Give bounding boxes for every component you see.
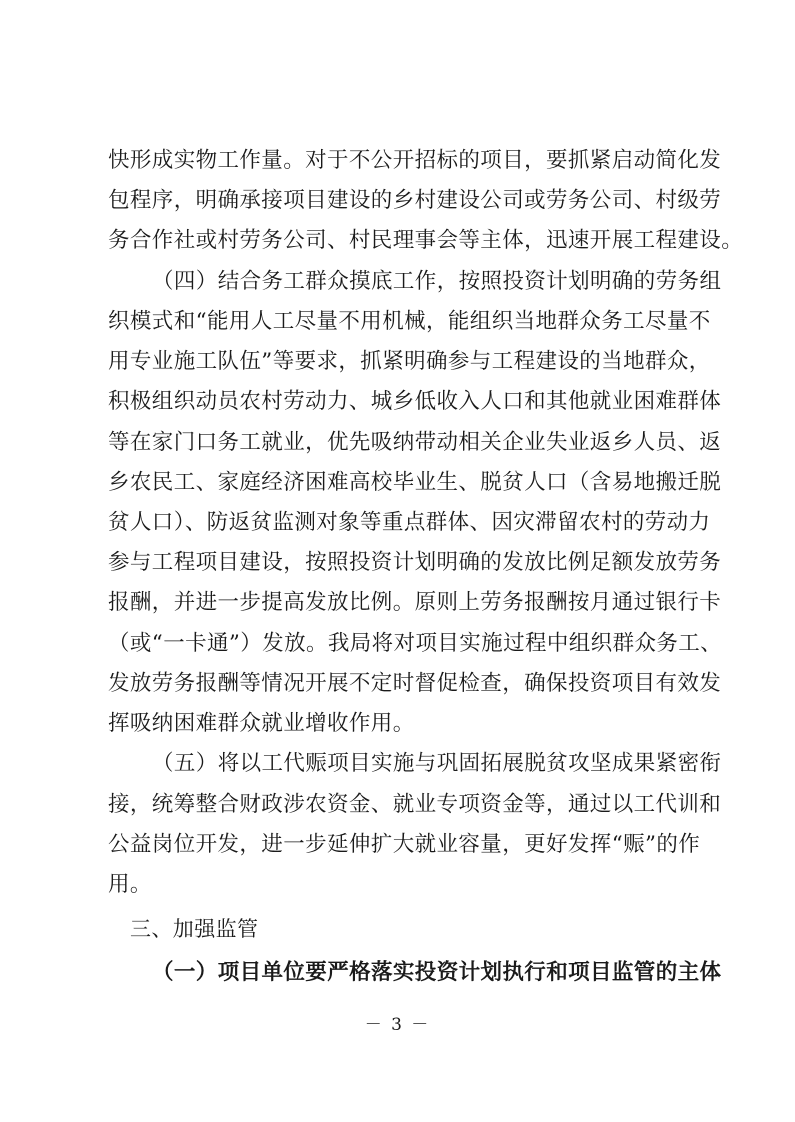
paragraph-line: 务合作社或村劳务公司、村民理事会等主体，迅速开展工程建设。 — [108, 228, 744, 253]
paragraph-line: 快形成实物工作量。对于不公开招标的项目，要抓紧启动简化发 — [108, 148, 722, 173]
paragraph-line: 挥吸纳困难群众就业增收作用。 — [108, 711, 415, 736]
paragraph-line: 乡农民工、家庭经济困难高校毕业生、脱贫人口（含易地搬迁脱 — [108, 470, 722, 495]
paragraph-line: （五）将以工代赈项目实施与巩固拓展脱贫攻坚成果紧密衔 — [152, 751, 722, 776]
subsection-heading: （一）项目单位要严格落实投资计划执行和项目监管的主体 — [152, 960, 722, 985]
paragraph-line: （或“一卡通”）发放。我局将对项目实施过程中组织群众务工、 — [108, 631, 723, 656]
paragraph-line: 贫人口）、防返贫监测对象等重点群体、因灾滞留农村的劳动力 — [108, 510, 711, 535]
paragraph-line: 积极组织动员农村劳动力、城乡低收入人口和其他就业困难群体 — [108, 389, 722, 414]
paragraph-line: 参与工程项目建设，按照投资计划明确的发放比例足额发放劳务 — [108, 550, 722, 575]
paragraph-line: 发放劳务报酬等情况开展不定时督促检查，确保投资项目有效发 — [108, 671, 722, 696]
paragraph-line: 报酬，并进一步提高发放比例。原则上劳务报酬按月通过银行卡 — [108, 590, 722, 615]
paragraph-line: 等在家门口务工就业，优先吸纳带动相关企业失业返乡人员、返 — [108, 430, 722, 455]
section-heading: 三、加强监管 — [130, 917, 259, 941]
paragraph-line: （四）结合务工群众摸底工作，按照投资计划明确的劳务组 — [152, 269, 722, 294]
paragraph-line: 包程序，明确承接项目建设的乡村建设公司或劳务公司、村级劳 — [108, 188, 722, 213]
paragraph-line: 织模式和“能用人工尽量不用机械，能组织当地群众务工尽量不 — [108, 309, 711, 334]
paragraph-line: 接，统筹整合财政涉农资金、就业专项资金等，通过以工代训和 — [108, 792, 722, 817]
paragraph-line: 用专业施工队伍”等要求，抓紧明确参与工程建设的当地群众， — [108, 349, 711, 374]
paragraph-line: 公益岗位开发，进一步延伸扩大就业容量，更好发挥“赈”的作 — [108, 832, 701, 857]
page-number: － 3 － — [364, 1015, 431, 1035]
paragraph-line: 用。 — [108, 872, 152, 897]
